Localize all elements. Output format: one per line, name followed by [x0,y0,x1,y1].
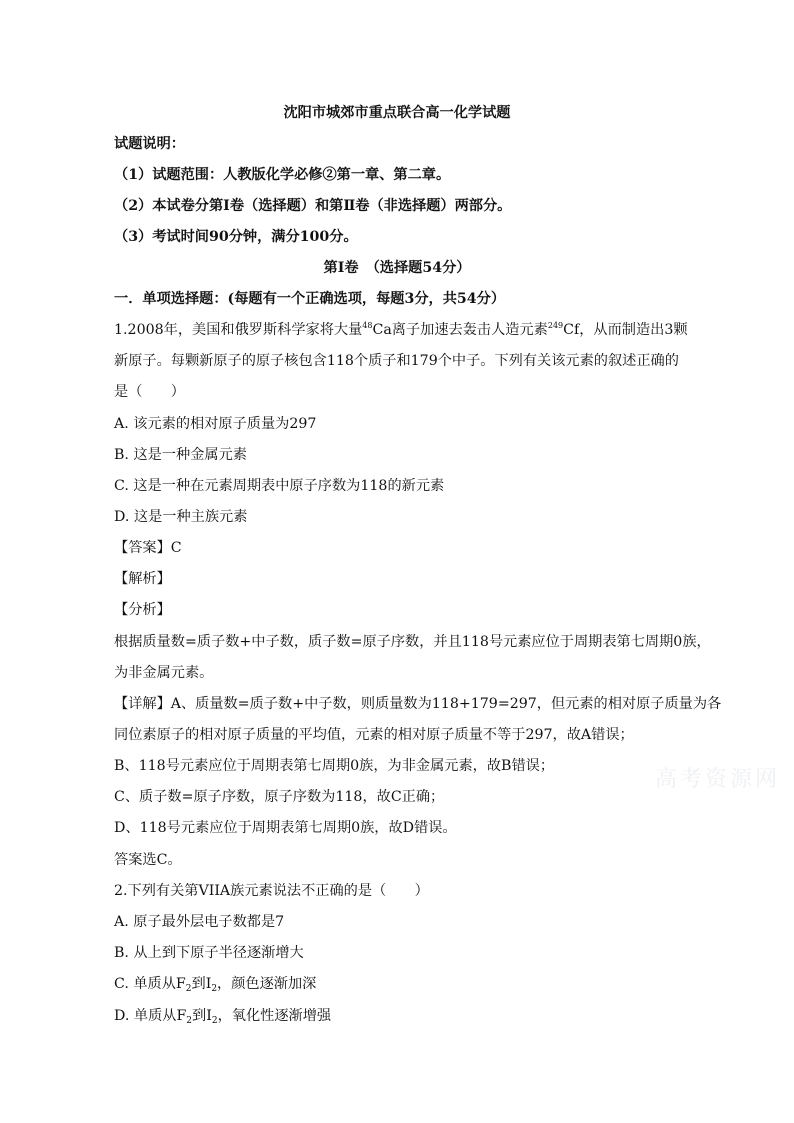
q1-detail-line: D、118号元素应位于周期表第七周期0族，故D错误。 [114,820,457,836]
q1-stem-text: Ca离子加速去轰击人造元素 [372,322,548,338]
instructions-heading: 试题说明： [114,136,185,152]
section1-heading: 一．单项选择题：(每题有一个正确选项，每题3分，共54分） [114,291,506,307]
q1-detail-line: 【详解】A、质量数=质子数+中子数，则质量数为118+179=297，但元素的相对原子质量为各 [114,696,722,712]
q2-option-text: 到I [191,976,212,992]
q2-option-text: 到I [192,1008,212,1024]
subscript: 2 [211,984,218,994]
subscript: 2 [185,984,192,994]
q1-stem-line2: 新原子。每颗新原子的原子核包含118个质子和179个中子。下列有关该元素的叙述正确的 [114,353,679,369]
q1-stem-line1 [114,320,694,340]
q2-option-b: B. 从上到下原子半径逐渐增大 [114,945,304,961]
mass-number-ca: 48 [362,321,373,330]
q1-final-answer: 答案选C。 [114,852,182,868]
instruction-item: （2）本试卷分第Ⅰ卷（选择题）和第Ⅱ卷（非选择题）两部分。 [114,198,512,214]
q1-fenxi-line: 根据质量数=质子数+中子数，质子数=原子序数，并且118号元素应位于周期表第七周期0族， [114,634,711,650]
q1-option-b: B. 这是一种金属元素 [114,447,247,463]
watermark: 高考资源网 [655,767,781,792]
part1-title: 第Ⅰ卷 （选择题54分） [323,260,471,276]
instruction-item: （3）考试时间90分钟，满分100分。 [114,229,358,245]
page-title: 沈阳市城郊市重点联合高一化学试题 [283,105,511,121]
q2-option-text: C. 单质从F [114,976,186,992]
q1-option-c: C. 这是一种在元素周期表中原子序数为118的新元素 [114,478,445,494]
q2-option-c [114,974,694,994]
q1-answer: 【答案】C [114,540,182,556]
q2-option-d [114,1006,694,1026]
q1-option-a: A. 该元素的相对原子质量为297 [114,416,317,432]
q1-fenxi-label: 【分析】 [114,602,171,618]
q2-option-a: A. 原子最外层电子数都是7 [114,914,285,930]
q1-stem-text: Cf，从而制造出3颗 [563,322,688,338]
q2-option-text: ，氧化性逐渐增强 [217,1008,332,1024]
q1-option-d: D. 这是一种主族元素 [114,509,248,525]
q2-option-text: D. 单质从F [114,1008,187,1024]
mass-number-cf: 249 [547,321,564,330]
q2-stem: 2.下列有关第VIIA族元素说法不正确的是（ ） [114,883,429,899]
q1-stem-text: 1.2008年，美国和俄罗斯科学家将大量 [114,322,363,338]
subscript: 2 [211,1016,218,1026]
subscript: 2 [186,1016,193,1026]
q1-stem-line3: 是（ ） [114,384,185,400]
q1-analysis-label: 【解析】 [114,571,171,587]
q2-option-text: ，颜色逐渐加深 [217,976,317,992]
q1-fenxi-line: 为非金属元素。 [114,665,214,681]
q1-detail-line: B、118号元素应位于周期表第七周期0族，为非金属元素，故B错误； [114,758,555,774]
q1-detail-line: 同位素原子的相对原子质量的平均值，元素的相对原子质量不等于297，故A错误； [114,727,634,743]
instruction-item: （1）试题范围：人教版化学必修②第一章、第二章。 [114,167,451,183]
q1-detail-line: C、质子数=原子序数，原子序数为118，故C正确； [114,789,445,805]
